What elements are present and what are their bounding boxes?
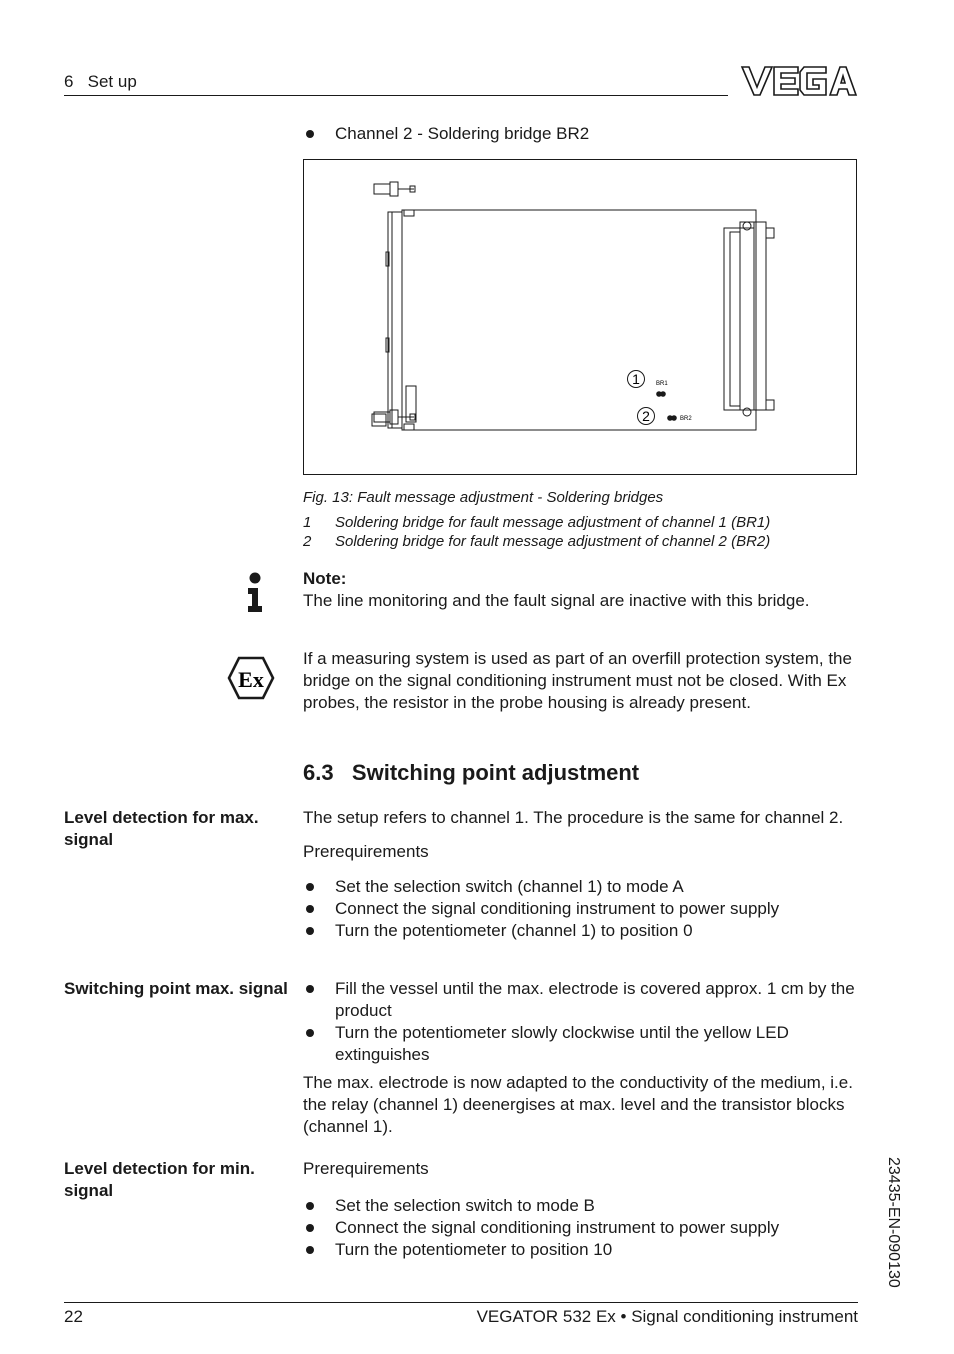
br2-label: BR2 — [680, 416, 692, 422]
ex-icon — [227, 656, 275, 700]
list-item: Turn the potentiometer slowly clockwise until the yellow LED extinguishes — [303, 1022, 863, 1066]
ex-note-text: If a measuring system is used as part of an overfill protection system, the bridge on the signal conditioning instrument must not be closed. With Ex probes, the resistor in the probe housing is already present. — [303, 649, 852, 712]
note-text: The line monitoring and the fault signal are inactive with this bridge. — [303, 591, 810, 610]
note-title: Note: — [303, 569, 347, 588]
block-max-content — [303, 807, 863, 942]
list-item: Connect the signal conditioning instrument to power supply — [303, 898, 863, 920]
label-switching-point-max: Switching point max. signal — [64, 979, 288, 998]
block-min-content — [303, 1158, 863, 1261]
page-number: 22 — [64, 1307, 83, 1326]
br1-label: BR1 — [656, 381, 668, 387]
caption-title: Fig. 13: Fault message adjustment - Soldering bridges — [303, 489, 664, 506]
block-max-intro: The setup refers to channel 1. The procedure is the same for channel 2. — [303, 808, 844, 827]
vega-logo-icon — [740, 64, 858, 98]
list-item: Connect the signal conditioning instrument to power supply — [303, 1217, 863, 1239]
top-bullet — [303, 123, 889, 145]
block-min-bullets — [303, 1195, 863, 1261]
caption-item-1 — [303, 513, 857, 532]
footer-title: VEGATOR 532 Ex • Signal conditioning instrument — [476, 1307, 858, 1326]
block-switch-paragraph: The max. electrode is now adapted to the conductivity of the medium, i.e. the relay (channel 1) deenergises at max. level and the transistor blocks (channel 1). — [303, 1073, 853, 1136]
section-title: 6.3 Switching point adjustment — [303, 760, 640, 785]
note-block — [303, 568, 863, 612]
block-max-bullets — [303, 876, 863, 942]
list-item: Turn the potentiometer (channel 1) to position 0 — [303, 920, 863, 942]
list-item: Fill the vessel until the max. electrode is covered approx. 1 cm by the product — [303, 978, 863, 1022]
list-item: Turn the potentiometer to position 10 — [303, 1239, 863, 1261]
document-code: 23435-EN-090130 — [885, 1157, 902, 1288]
list-item: Set the selection switch to mode B — [303, 1195, 863, 1217]
vega-logo — [740, 64, 858, 98]
label-level-detection-max: Level detection for max. signal — [64, 808, 259, 849]
ex-icon-text: Ex — [238, 667, 264, 692]
caption-item-text: Soldering bridge for fault message adjustment of channel 1 (BR1) — [335, 514, 771, 531]
circuit-board-drawing — [304, 160, 856, 474]
block-min-prereq: Prerequirements — [303, 1159, 429, 1178]
info-icon — [244, 572, 266, 614]
caption-item-number: 2 — [303, 533, 312, 550]
top-bullet-text: Channel 2 - Soldering bridge BR2 — [335, 124, 590, 143]
caption-item-2 — [303, 532, 857, 551]
label-level-detection-min: Level detection for min. signal — [64, 1159, 255, 1200]
block-max-prereq: Prerequirements — [303, 842, 429, 861]
header-section: 6 Set up — [64, 72, 137, 91]
caption-item-number: 1 — [303, 514, 312, 531]
marker-1: 1 — [632, 371, 640, 387]
list-item: Set the selection switch (channel 1) to mode A — [303, 876, 863, 898]
figure-caption — [303, 488, 857, 551]
marker-2: 2 — [642, 408, 650, 424]
footer-rule — [64, 1302, 858, 1303]
header-rule — [64, 95, 728, 96]
caption-item-text: Soldering bridge for fault message adjustment of channel 2 (BR2) — [335, 533, 771, 550]
figure-box — [303, 159, 857, 475]
block-switch-content — [303, 978, 863, 1138]
